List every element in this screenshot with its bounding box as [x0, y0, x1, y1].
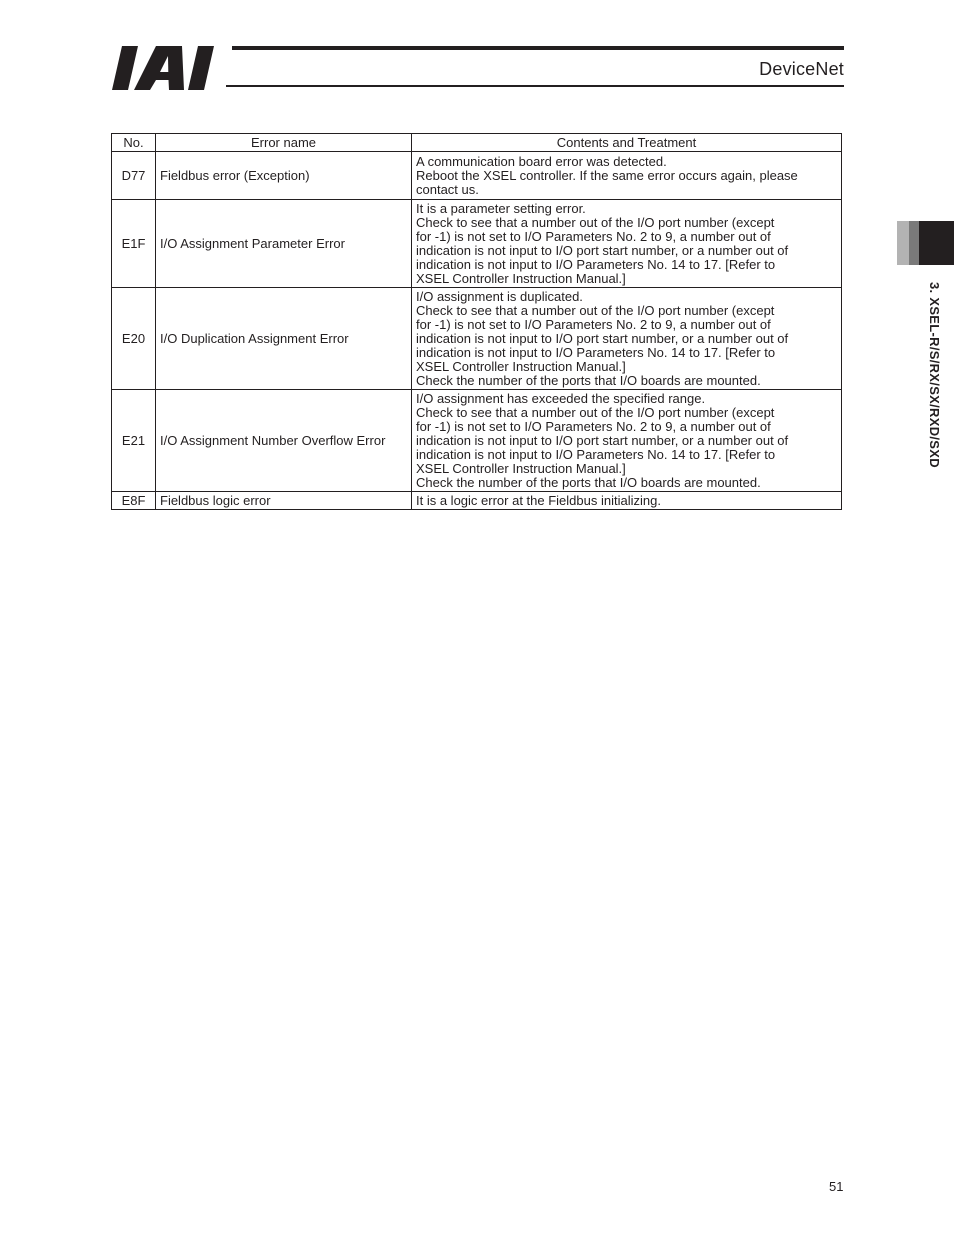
error-name: Fieldbus logic error	[156, 492, 412, 510]
contents-line: indication is not input to I/O port start number, or a number out of	[416, 432, 789, 448]
column-header-no: No.	[112, 134, 156, 152]
error-contents	[412, 200, 842, 288]
error-code: E21	[112, 390, 156, 492]
error-name: I/O Assignment Parameter Error	[156, 200, 412, 288]
error-table	[111, 133, 842, 510]
error-contents	[412, 288, 842, 390]
table-header-row	[112, 134, 842, 152]
error-contents	[412, 492, 842, 510]
contents-line: indication is not input to I/O port start number, or a number out of	[416, 330, 789, 346]
error-code: E20	[112, 288, 156, 390]
contents-line: Check the number of the ports that I/O boards are mounted.	[416, 474, 761, 490]
error-contents	[412, 152, 842, 200]
error-code: E1F	[112, 200, 156, 288]
error-name: Fieldbus error (Exception)	[156, 152, 412, 200]
error-code: D77	[112, 152, 156, 200]
table-row	[112, 492, 842, 510]
contents-line: A communication board error was detected.	[416, 153, 667, 169]
error-contents	[412, 390, 842, 492]
contents-line: indication is not input to I/O Parameters No. 14 to 17. [Refer to	[416, 446, 776, 462]
contents-line: contact us.	[416, 181, 479, 197]
contents-line: Check to see that a number out of the I/O port number (except	[416, 404, 775, 420]
header-rule-thick	[232, 46, 844, 50]
contents-line: Check to see that a number out of the I/O port number (except	[416, 214, 775, 230]
chapter-label: 3. XSEL-R/S/RX/SX/RXD/SXD	[927, 282, 942, 468]
error-name: I/O Duplication Assignment Error	[156, 288, 412, 390]
contents-line: I/O assignment is duplicated.	[416, 288, 583, 304]
contents-line: for -1) is not set to I/O Parameters No. 2 to 9, a number out of	[416, 418, 771, 434]
column-header-contents: Contents and Treatment	[412, 134, 842, 152]
table-row	[112, 152, 842, 200]
chapter-tab-dark	[919, 221, 954, 265]
contents-line: Reboot the XSEL controller. If the same error occurs again, please	[416, 167, 798, 183]
contents-line: indication is not input to I/O port start number, or a number out of	[416, 242, 789, 258]
error-code: E8F	[112, 492, 156, 510]
contents-line: I/O assignment has exceeded the specified range.	[416, 390, 706, 406]
contents-line: for -1) is not set to I/O Parameters No. 2 to 9, a number out of	[416, 316, 771, 332]
iai-logo	[112, 44, 228, 92]
contents-line: indication is not input to I/O Parameters No. 14 to 17. [Refer to	[416, 256, 776, 272]
contents-line: It is a parameter setting error.	[416, 200, 586, 216]
header-rule-thin	[226, 85, 844, 87]
contents-line: XSEL Controller Instruction Manual.]	[416, 460, 626, 476]
contents-line: indication is not input to I/O Parameters No. 14 to 17. [Refer to	[416, 344, 776, 360]
contents-line: XSEL Controller Instruction Manual.]	[416, 270, 626, 286]
page-number: 51	[829, 1179, 844, 1194]
contents-line: It is a logic error at the Fieldbus initializing.	[416, 492, 661, 508]
table-row	[112, 288, 842, 390]
column-header-error-name: Error name	[156, 134, 412, 152]
contents-line: Check to see that a number out of the I/O port number (except	[416, 302, 775, 318]
contents-line: for -1) is not set to I/O Parameters No. 2 to 9, a number out of	[416, 228, 771, 244]
section-title: DeviceNet	[759, 59, 844, 79]
chapter-tab-light	[897, 221, 909, 265]
error-name: I/O Assignment Number Overflow Error	[156, 390, 412, 492]
contents-line: Check the number of the ports that I/O boards are mounted.	[416, 372, 761, 388]
chapter-tab-mid	[909, 221, 919, 265]
table-row	[112, 200, 842, 288]
table-row	[112, 390, 842, 492]
contents-line: XSEL Controller Instruction Manual.]	[416, 358, 626, 374]
